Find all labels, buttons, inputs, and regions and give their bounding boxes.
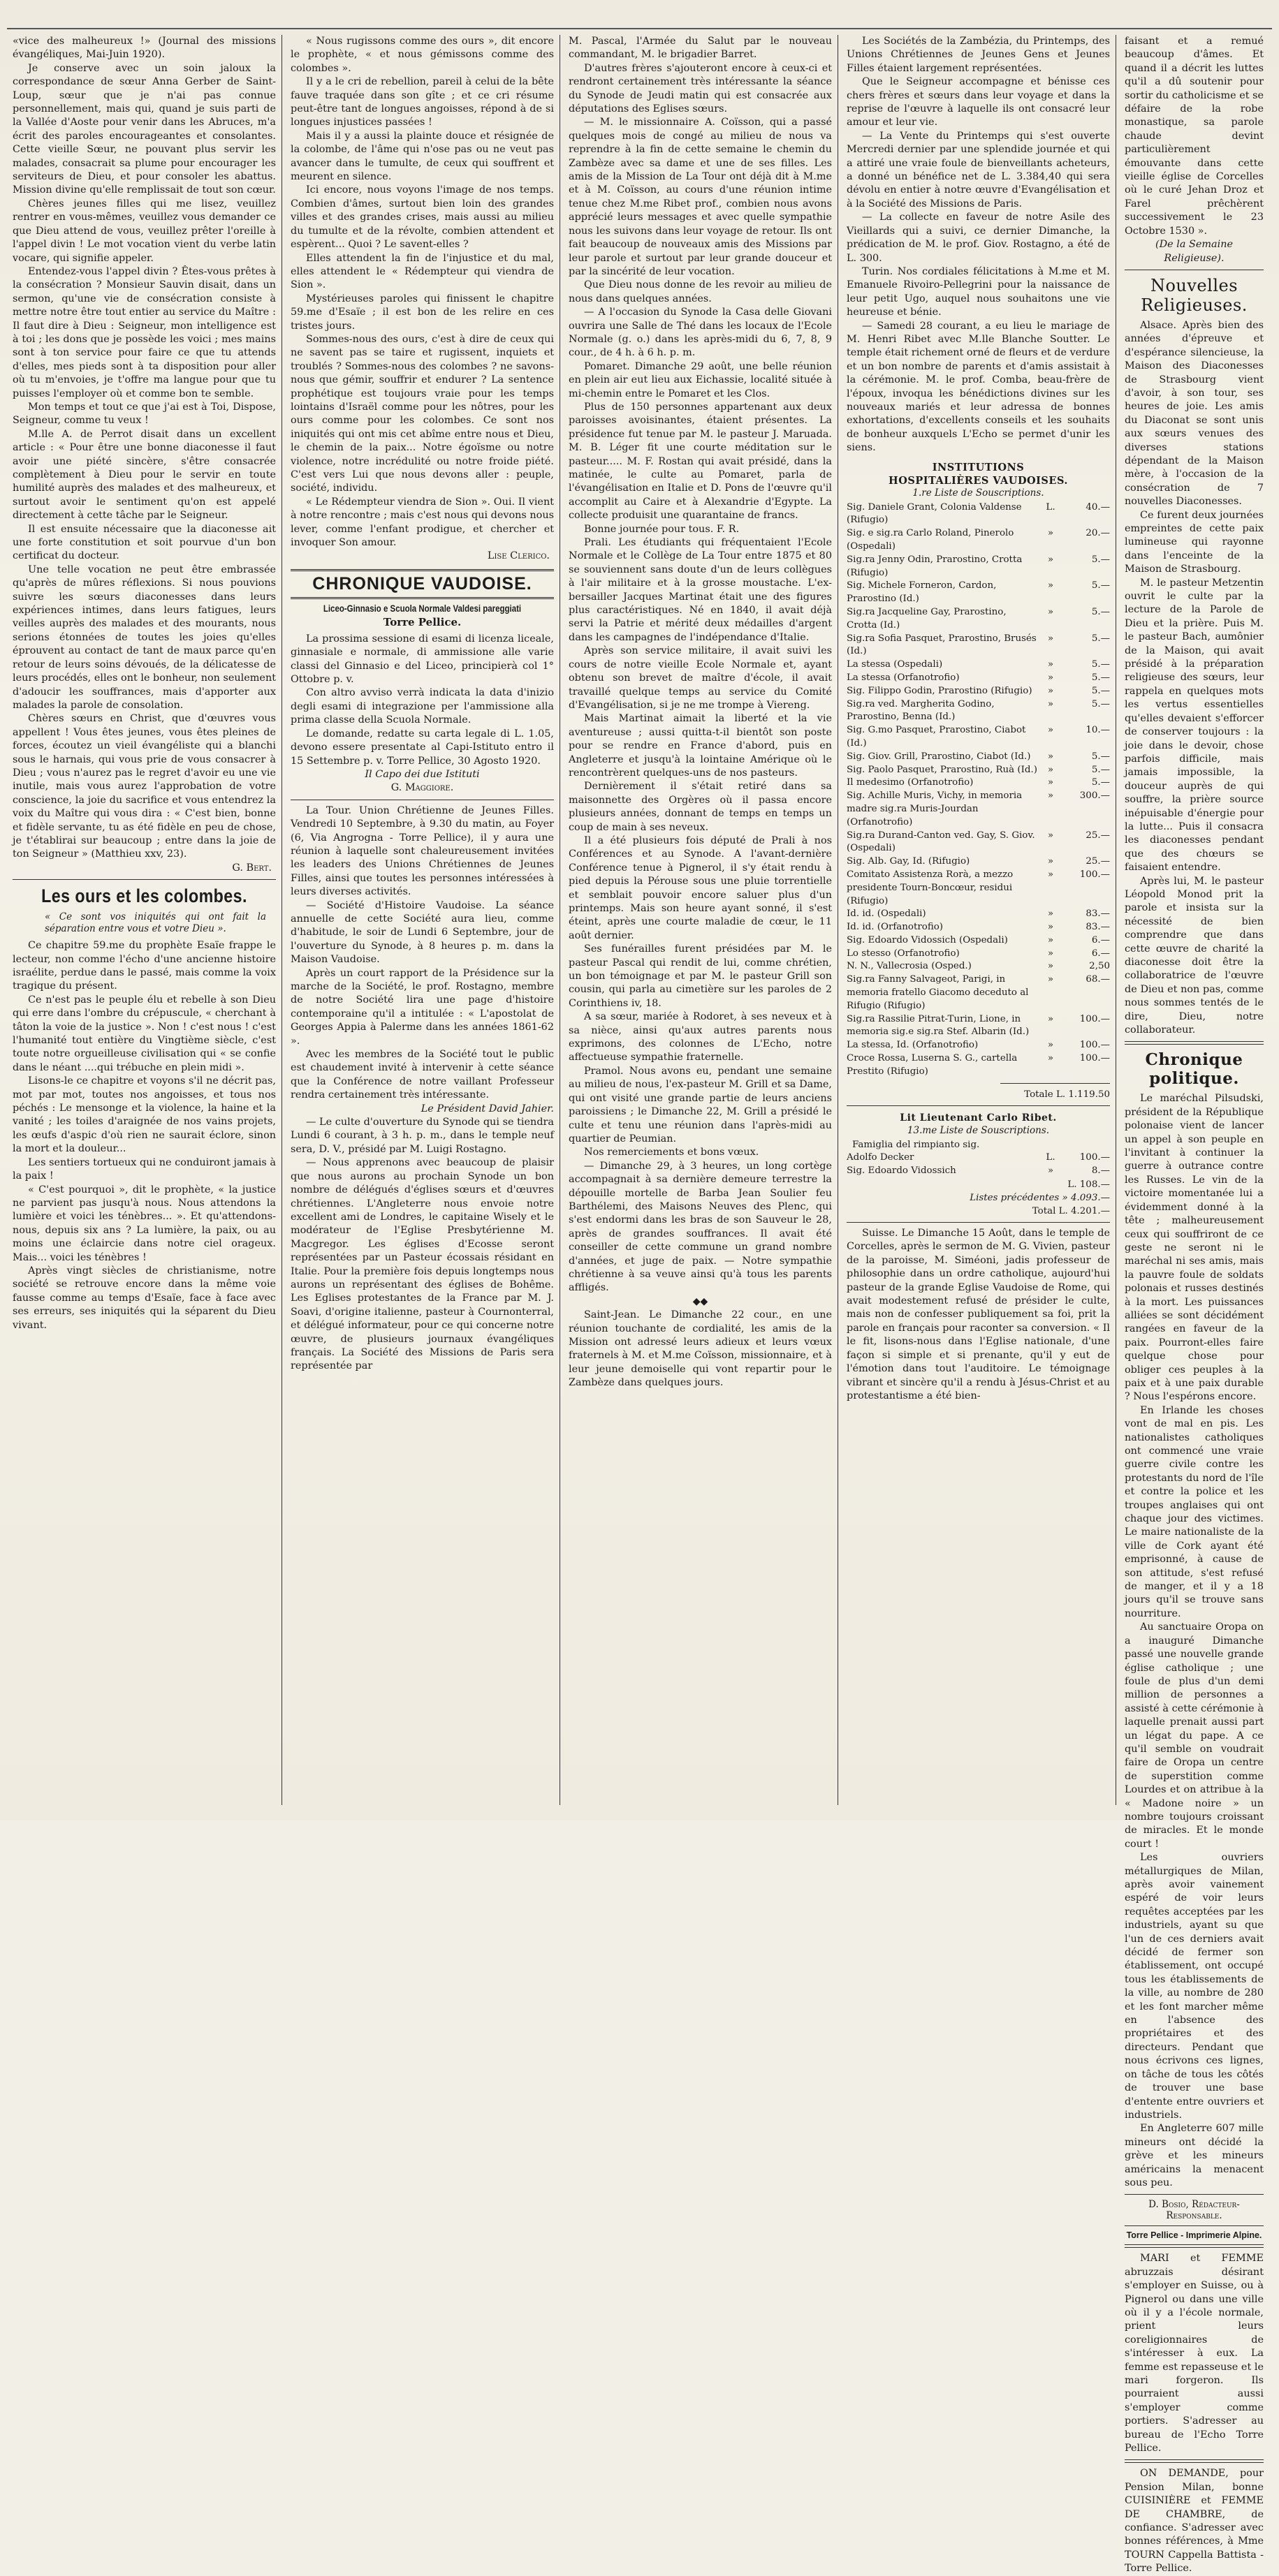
divider xyxy=(1125,2225,1264,2226)
currency-mark: » xyxy=(1047,580,1054,591)
column-2 xyxy=(288,35,560,1805)
subscriber-name: Id. id. (Orfanotrofio) xyxy=(847,922,944,933)
currency-mark: » xyxy=(1047,1053,1054,1064)
section-title: CHRONIQUE VAUDOISE. xyxy=(291,569,554,599)
subscription-amount: 100.— xyxy=(1079,1013,1110,1024)
paragraph: Que Dieu nous donne de les revoir au milieu de nous dans quelques années. xyxy=(569,279,832,304)
column-1 xyxy=(10,35,282,1805)
subscription-total: Totale L. 1.119.50 xyxy=(1024,1089,1110,1100)
paragraph: En Irlande les choses vont de mal en pis. Les nationalistes catholiques ont commencé une vraie guerre civile contre les protestants du nord de l'île et contre la police et les troupes anglaises qui ont chaque jour des victimes. Le maire nationaliste de la ville de Cork ayant été emprisonné, à cause de son attitude, s'est refusé de manger, et il y a 18 jours qu'il se trouve sans nourriture. xyxy=(1125,1404,1264,1619)
currency-mark: » xyxy=(1047,606,1054,617)
divider xyxy=(1125,2244,1264,2248)
subscriber-name: Comitato Assistenza Rorà, a mezzo presidente Tourn-Boncœur, residui (Rifugio) xyxy=(847,869,1014,906)
notice-signer-title: Il Capo dei due Istituti xyxy=(365,768,480,780)
paragraph: « C'est pourquoi », dit le prophète, « la justice ne parvient pas jusqu'à nous. Nous attendons la lumière et voici les ténèbres... ». Et qu'attendons-nous, depuis six ans ? La lumière, la paix, ou au moins une éclaircie dans notre ciel orageux. Mais... voici les ténèbres ! xyxy=(13,1184,276,1263)
place-line: Torre Pellice. xyxy=(383,615,462,628)
subscription-amount: 300.— xyxy=(1079,790,1110,802)
paragraph: D'autres frères s'ajouteront encore à ceux-ci et rendront certainement très intéressante la séance du Synode de Jeudi matin qui est consacrée aux députations des Eglises sœurs. xyxy=(569,62,832,115)
currency-mark: » xyxy=(1047,922,1054,933)
subscriber-name: Sig. e sig.ra Carlo Roland, Pinerolo (Ospedali) xyxy=(847,528,1014,552)
paragraph: Mon temps et tout ce que j'ai est à Toi, Dispose, Seigneur, comme tu veux ! xyxy=(13,401,276,427)
subscription-row xyxy=(847,777,1110,790)
paragraph: Turin. Nos cordiales félicitations à M.me et M. Emanuele Rivoiro-Pellegrini pour la naissance de leur petit Ugo, auquel nous souhaitons une vie heureuse et bénie. xyxy=(847,265,1110,318)
subscription-row xyxy=(847,869,1110,908)
paragraph: M. le pasteur Metzentin ouvrit le culte par la lecture de la Parole de Dieu et la prière. Puis M. le pasteur Bach, aumônier de la Maison, qui avait présidé à la préparation religieuse des sœurs, leur rappela en quelques mots les vertus essentielles qu'elles devaient s'efforcer de conserver toujours : la joie dans le devoir, chose parfois difficile, mais jamais impossible, la douceur auprès de qui souffre, la prière source inépuisable d'énergie pour la lutte... Puis il consacra les diaconesses pendant que des chœurs se faisaient entendre. xyxy=(1125,577,1264,874)
currency-mark: » xyxy=(1047,934,1054,945)
lit-total: Total L. 4.201.— xyxy=(1032,1206,1110,1217)
subscription-row xyxy=(847,633,1110,659)
editor-signature: D. Bosio, Rédacteur-Responsable. xyxy=(1148,2199,1240,2222)
subscription-row xyxy=(847,554,1110,580)
paragraph: — Le culte d'ouverture du Synode qui se tiendra Lundi 6 courant, à 3 h. p. m., dans le temple neuf sera, D. V., présidé par M. Luigi Rostagno. xyxy=(291,1117,554,1155)
subscriber-name: Sig.ra Sofia Pasquet, Prarostino, Brusés (Id.) xyxy=(847,633,1037,657)
paragraph: Alsace. Après bien des années d'épreuve et d'espérance silencieuse, la Maison des Diaconesses de Strasbourg vient d'avoir, à son tour, ses heures de joie. Les amis du Diaconat se sont unis aux sœurs venues des diverses stations dépendant de la Maison mère, à l'occasion de la consécration de 7 nouvelles Diaconesses. xyxy=(1125,319,1264,508)
printer-line: Torre Pellice - Imprimerie Alpine. xyxy=(1126,2230,1262,2241)
divider xyxy=(1125,1041,1264,1045)
subscriber-name: Sig.ra Jenny Odin, Prarostino, Crotta (Rifugio) xyxy=(847,554,1023,578)
paragraph: Le maréchal Pilsudski, président de la République polonaise vient de lancer un appel à son peuple en l'invitant à continuer la guerre à outrance contre les Russes. Le vin de la victoire momentanée lui a évidemment donné à la tête ; malheureusement ceux qui souffriront de ce geste ne seront ni le maréchal ni ses amis, mais la pauvre foule de soldats polonais et russes destinés à la mort. Les puissances alliées se sont décidément rangées en faveur de la paix. Pourront-elles faire quelque chose pour obliger ces peuples à la paix et à une paix durable ? Nous l'espérons encore. xyxy=(1125,1093,1264,1403)
paragraph: Ce furent deux journées empreintes de cette paix lumineuse qui rayonne dans l'enceinte de la Maison de Strasbourg. xyxy=(1125,509,1264,575)
paragraph: Les ouvriers métallurgiques de Milan, après avoir vainement espéré de voir leurs requêtes acceptées par les industriels, ayant su que l'un de ces derniers avait décidé de fermer son établissement, ont occupé tous les établissements de la ville, au nombre de 280 et les font marcher même en l'absence des propriétaires et des directeurs. Pendant que nous écrivons ces lignes, on tâche de tous les côtés de trouver une base d'entente entre ouvriers et industriels. xyxy=(1125,1852,1264,2121)
paragraph: — Samedi 28 courant, a eu lieu le mariage de M. Henri Ribet avec M.lle Blanche Soutter. Le temple était richement orné de fleurs et de verdure et un bon nombre de parents et d'amis assistait à la cérémonie. M. le prof. Comba, beau-frère de l'époux, invoqua les bénédictions divines sur les nouveaux mariés et leur adressa de bonnes exhortations, d'excellents conseils et les souhaits de bonheur auxquels L'Echo se permet d'unir les siens. xyxy=(847,320,1110,454)
subscriber-name: Sig.ra Rassilie Pitrat-Turin, Lione, in memoria sig.e sig.ra Stef. Albarin (Id.) xyxy=(847,1013,1030,1038)
currency-mark: » xyxy=(1047,961,1054,972)
lit-list-title: 13.me Liste de Souscriptions. xyxy=(907,1124,1050,1136)
paragraph: Il a été plusieurs fois député de Prali à nos Conférences et au Synode. A l'avant-dernière Conférence tenue à Pignerol, il s'y était rendu à pied depuis la Pérouse sous une pluie torrentielle et semblait pouvoir encore saluer plus d'un printemps. Mais son heure ayant sonné, il s'est éteint, après une courte maladie de cœur, le 11 août dernier. xyxy=(569,834,832,941)
classified-ad: ON DEMANDE, pour Pension Milan, bonne CUISINIÈRE et FEMME DE CHAMBRE, de confiance. S'adresser avec bonnes références, à Mme TOURN Cappella Battista - Torre Pellice. xyxy=(1125,2468,1264,2575)
signature-line: Le Président David Jahier. xyxy=(421,1103,554,1114)
subscription-amount: 83.— xyxy=(1086,908,1110,920)
subscription-amount: 25.— xyxy=(1086,856,1110,867)
institutions-subheading: HOSPITALIÈRES VAUDOISES. xyxy=(889,474,1068,487)
subscription-amount: 5.— xyxy=(1091,751,1110,762)
paragraph: Ici encore, nous voyons l'image de nos temps. Combien d'âmes, surtout bien loin des grandes villes et des grandes crises, mais aussi au milieu du tumulte et de la révolte, combien attendent et espèrent... Quoi ? Le savent-elles ? xyxy=(291,184,554,251)
subscriber-name: Sig. Michele Forneron, Cardon, Prarostino (Id.) xyxy=(847,580,997,605)
lit-sum: L. 108.— xyxy=(1067,1179,1110,1191)
subscription-row xyxy=(847,606,1110,633)
subscription-row xyxy=(847,685,1110,698)
subscriber-name: Id. id. (Ospedali) xyxy=(847,908,926,920)
subscriber-name: Sig. Filippo Godin, Prarostino (Rifugio) xyxy=(847,685,1032,696)
subscription-amount: 5.— xyxy=(1091,633,1110,644)
currency-mark: » xyxy=(1047,790,1054,802)
paragraph: Après son service militaire, il avait suivi les cours de notre vieille Ecole Normale et, ayant obtenu son brevet de maître d'école, il avait travaillé quelque temps au service du Comité d'Evangélisation, si je ne me trompe à Viereng. xyxy=(569,645,832,711)
currency-mark: » xyxy=(1047,948,1054,959)
paragraph: Il y a le cri de rebellion, pareil à celui de la bête fauve traquée dans son gîte ; et ce cri résume peut-être tant de longues angoisses, répond à de si longues injustices passées ! xyxy=(291,76,554,128)
subscription-row xyxy=(847,960,1110,973)
paragraph: M.lle A. de Perrot disait dans un excellent article : « Pour être une bonne diaconesse il faut avoir une piété sincère, s'être consacrée complètement à Dieu pour le servir en toute humilité auprès des malades et des malheureux, et surtout avoir le sentiment qu'on est appelé directement à cette tâche par le Seigneur. xyxy=(13,428,276,522)
paragraph: En Angleterre 607 mille mineurs ont décidé la grève et les mineurs américains la menacent sous peu. xyxy=(1125,2123,1264,2188)
currency-mark: » xyxy=(1047,777,1054,788)
subscription-list xyxy=(847,501,1110,1079)
author-signature: Lise Clerico. xyxy=(487,550,550,562)
paragraph: Bonne journée pour tous. F. R. xyxy=(584,523,740,535)
paragraph: — M. le missionnaire A. Coïsson, qui a passé quelques mois de congé au milieu de nous va reprendre à la fin de cette semaine le chemin du Zambèze avec sa dame et une de ses filles. Les amis de la Mission de La Tour ont déjà dit à M.me et à M. Coïsson, au cours d'une réunion intime tenue chez M.me Ribet prof., combien nous avons apprécié leurs messages et avec quelle sympathie nous les suivons dans leur voyage de retour. Ils ont fait beaucoup de nouveaux amis des Missions par leur parole et surtout par leur grande douceur et par la sincérité de leur vocation. xyxy=(569,117,832,277)
subscription-row xyxy=(847,908,1110,921)
subscription-amount: 5.— xyxy=(1091,777,1110,788)
currency-mark: » xyxy=(1047,685,1054,696)
top-rule xyxy=(7,28,1272,29)
paragraph: Entendez-vous l'appel divin ? Êtes-vous prêtes à la consécration ? Monsieur Sauvin disait, dans un sermon, qu'une vie de consécration consiste à mettre notre être tout entier au service du Maître : Il faut dire à Dieu : Seigneur, mon intelligence est à toi ; les dons que je possède les voici ; mes mains sont à ton service pour faire ce que tu attends d'elles, mes pieds sont à ta disposition pour aller où tu m'envoies, je t'offre ma langue pour que tu puisses l'employer où et comme bon te semble. xyxy=(13,265,276,399)
currency-mark: L. xyxy=(1046,501,1055,513)
paragraph: La prossima sessione di esami di licenza liceale, ginnasiale e normale, di ammissione alle varie classi del Ginnasio e del Liceo, principierà col 1° Ottobre p. v. xyxy=(291,633,554,686)
subscription-amount: 5.— xyxy=(1091,606,1110,617)
subscriber-name: Sig.ra Fanny Salvageot, Parigi, in memoria fratello Giacomo deceduto al Rifugio (Rifugio) xyxy=(847,974,1029,1011)
currency-mark: » xyxy=(1047,1040,1054,1051)
paragraph: Après un court rapport de la Présidence sur la marche de la Société, le prof. Rostagno, membre de notre Société lira une page d'histoire contemporaine qu'il a intitulée : « L'apostolat de Georges Appia à Palerme dans les années 1861-62 ». xyxy=(291,967,554,1047)
divider xyxy=(1125,2459,1264,2463)
subscription-row xyxy=(847,1039,1110,1052)
subscription-amount: 5.— xyxy=(1091,554,1110,565)
paragraph: — La collecte en faveur de notre Asile des Vieillards qui a suivi, ce dernier Dimanche, la prédication de M. le prof. Giov. Rostagno, a été de L. 300. xyxy=(847,212,1110,264)
divider xyxy=(847,1222,1110,1223)
notice-signer: G. Maggiore. xyxy=(390,782,454,794)
institutions-heading: INSTITUTIONS xyxy=(932,461,1025,473)
subscription-row xyxy=(847,934,1110,948)
paragraph: Ce chapitre 59.me du prophète Esaïe frappe le lecteur, non comme l'écho d'une ancienne histoire israélite, perdue dans le passé, mais comme la voix tragique du présent. xyxy=(13,940,276,992)
subscription-amount: 6.— xyxy=(1091,948,1110,959)
paragraph: Plus de 150 personnes appartenant aux deux paroisses avoisinantes, étaient présentes. La présidence fut tenue par M. le pasteur J. Maruada. M. B. Léger fit une courte méditation sur le pasteur..... M. F. Rostan qui avait présidé, dans la matinée, le culte au Pomaret, parla de l'évangélisation en Italie et D. Pons de l'œuvre qu'il accomplit au Caire et à Alexandrie d'Egypte. La collecte produisit une quarantaine de francs. xyxy=(569,401,832,522)
divider xyxy=(1000,1083,1110,1084)
subscriber-name: Lo stesso (Orfanotrofio) xyxy=(847,948,960,959)
currency-mark: » xyxy=(1047,698,1054,709)
paragraph: Mais il y a aussi la plainte douce et résignée de la colombe, de l'âme qui n'ose pas ou ne veut pas avancer dans le tumulte, de ceux qui souffrent et meurent en silence. xyxy=(291,130,554,183)
subscription-amount: 5.— xyxy=(1091,659,1110,670)
paragraph: Dernièrement il s'était retiré dans sa maisonnette des Orgères où il passa encore plusieurs années, donnant de temps en temps un coup de main à ses neveux. xyxy=(569,781,832,833)
subscription-row xyxy=(847,658,1110,672)
subscriber-name: Sig. Alb. Gay, Id. (Rifugio) xyxy=(847,856,970,867)
currency-mark: L. xyxy=(1046,1152,1055,1163)
subscription-row xyxy=(847,764,1110,777)
paragraph: Prali. Les étudiants qui fréquentaient l'Ecole Normale et le Collège de La Tour entre 1875 et 80 se souviennent sans doute d'un de leurs collègues à l'air militaire et à la grosse moustache. L'ex-bersailler Jacques Martinat était une des figures plus caractéristiques. Né en 1840, il avait déjà servi la Patrie et mérité deux médailles d'argent dans les campagnes de l'indépendance d'Italie. xyxy=(569,537,832,643)
paragraph: — La Vente du Printemps qui s'est ouverte Mercredi dernier par une splendide journée et qui a attiré une vraie foule de bienveillants acheteurs, a donné un bénéfice net de L. 3.384,40 qui sera dévolu en entier à notre œuvre d'Evangélisation et à la Société des Missions de Paris. xyxy=(847,130,1110,209)
subscription-amount: 5.— xyxy=(1091,685,1110,696)
subscriber-name: Sig. Giov. Grill, Prarostino, Ciabot (Id.) xyxy=(847,751,1031,762)
subscription-amount: 100.— xyxy=(1079,1040,1110,1051)
subsection-title: Liceo-Ginnasio e Scuola Normale Valdesi pareggiati xyxy=(323,602,522,614)
subscription-row xyxy=(847,580,1110,606)
subscriber-name: Sig. Edoardo Vidossich xyxy=(847,1165,956,1177)
paragraph: «vice des malheureux !» (Journal des missions évangéliques, Mai-Juin 1920). xyxy=(13,36,276,61)
classified-ad: MARI et FEMME abruzzais désirant s'employer en Suisse, ou à Pignerol ou dans une ville où il y a l'école normale, prient leurs coreligionnaires de s'intéresser à eux. La femme est repasseuse et le mari forgeron. Ils pourraient aussi s'employer comme portiers. S'adresser au bureau de l'Echo Torre Pellice. xyxy=(1125,2253,1264,2454)
subscription-amount: 5.— xyxy=(1091,698,1110,709)
paragraph: A sa sœur, mariée à Rodoret, à ses neveux et à sa nièce, ainsi qu'aux autres parents nous exprimons, des colonnes de L'Echo, notre affectueuse sympathie fraternelle. xyxy=(569,1011,832,1063)
paragraph: — A l'occasion du Synode la Casa delle Giovani ouvrira une Salle de Thé dans les locaux de l'Ecole Normale (g. o.) dans les après-midi du 6, 7, 8, 9 cour., de 4 h. à 6 h. p. m. xyxy=(569,307,832,359)
subscription-amount: 25.— xyxy=(1086,830,1110,841)
paragraph: La Tour. Union Chrétienne de Jeunes Filles. Vendredi 10 Septembre, à 9.30 du matin, au Foyer (6, Via Angrogna - Torre Pellice), il y aura une réunion à laquelle sont chaleureusement invitées les leaders des Unions Chrétiennes de Jeunes Filles, ainsi que toutes les personnes intéressées à leurs diverses activités. xyxy=(291,804,554,898)
subscription-row xyxy=(847,527,1110,554)
currency-mark: » xyxy=(1047,974,1054,985)
paragraph: Il est ensuite nécessaire que la diaconesse ait une forte constitution et soit pourvue d'un bon certificat du docteur. xyxy=(13,523,276,562)
subscription-amount: 2,50 xyxy=(1089,961,1110,972)
lit-list xyxy=(847,1151,1110,1178)
subscription-row xyxy=(847,724,1110,751)
paragraph: Elles attendent la fin de l'injustice et du mal, elles attendent le « Rédempteur qui viendra de Sion ». xyxy=(291,252,554,291)
paragraph: Saint-Jean. Le Dimanche 22 cour., en une réunion touchante de cordialité, les amis de la Mission ont adressé leurs adieux et leurs vœux fraternels à M. et M.me Coïsson, missionnaire, et à leur jeune demoiselle qui vont repartir pour le Zambèze dans quelques jours. xyxy=(569,1309,832,1389)
subscriber-name: Sig. Achille Muris, Vichy, in memoria madre sig.ra Muris-Jourdan (Orfanotrofio) xyxy=(847,790,1023,827)
subscription-row xyxy=(847,830,1110,856)
source-line: (De la Semaine Religieuse). xyxy=(1155,239,1233,264)
subscription-row xyxy=(847,1165,1110,1178)
paragraph: Une telle vocation ne peut être embrassée qu'après de mûres réflexions. Si nous pouvions suivre les sœurs diaconesses dans leurs expériences intimes, dans leurs fatigues, leurs veilles auprès des malades et des mourants, nous serions étonnées de toutes les joies qu'elles éprouvent au contact de tant de maux parce qu'en retour de leurs soins dévoués, de la délicatesse de leurs procédés, elles ont le bonheur, non seulement d'adoucir les souffrances, mais d'apporter aux malades la parole de consolation. xyxy=(13,564,276,711)
subscription-amount: 5.— xyxy=(1091,764,1110,775)
currency-mark: » xyxy=(1047,1013,1054,1024)
subscriber-name: La stessa (Ospedali) xyxy=(847,659,943,670)
fleuron-ornament: ◆◆ xyxy=(692,1295,708,1307)
column-5 xyxy=(1122,35,1269,2575)
subscriber-name: La stessa, Id. (Orfanotrofio) xyxy=(847,1040,979,1051)
paragraph: Après lui, M. le pasteur Léopold Monod prit la parole et insista sur la nécessité de bien comprendre que dans cette œuvre de charité la diaconesse doit être la collaboratrice de l'œuvre de Dieu et non pas, comme nous sommes tentés de le dire, Dieu, notre collaborateur. xyxy=(1125,875,1264,1036)
subscription-list-title: 1.re Liste de Souscriptions. xyxy=(912,487,1044,499)
currency-mark: » xyxy=(1047,869,1054,880)
subscription-amount: 6.— xyxy=(1091,934,1110,945)
paragraph: « Nous rugissons comme des ours », dit encore le prophète, « et nous gémissons comme des colombes ». xyxy=(291,36,554,74)
author-signature: G. Bert. xyxy=(232,862,272,874)
paragraph: « Le Rédempteur viendra de Sion ». Oui. Il vient à notre rencontre ; mais c'est nous qui devons nous lever, comme l'enfant prodigue, et chercher et invoquer Son amour. xyxy=(291,496,554,549)
currency-mark: » xyxy=(1047,672,1054,683)
currency-mark: » xyxy=(1047,1165,1054,1177)
subscriber-name: Sig. Edoardo Vidossich (Ospedali) xyxy=(847,934,1008,945)
subscription-row xyxy=(847,790,1110,829)
currency-mark: » xyxy=(1047,764,1054,775)
paragraph: M. Pascal, l'Armée du Salut par le nouveau commandant, M. le brigadier Barret. xyxy=(569,36,832,61)
subscriber-name: La stessa (Orfanotrofio) xyxy=(847,672,960,683)
currency-mark: » xyxy=(1047,908,1054,920)
column-4 xyxy=(844,35,1116,1805)
subscription-row xyxy=(847,1013,1110,1040)
paragraph: Mystérieuses paroles qui finissent le chapitre 59.me d'Esaïe ; il est bon de les relire en ces tristes jours. xyxy=(291,293,554,332)
paragraph: Les sentiers tortueux qui ne conduiront jamais à la paix ! xyxy=(13,1156,276,1182)
divider xyxy=(13,879,276,880)
paragraph: Pramol. Nous avons eu, pendant une semaine au milieu de nous, l'ex-pasteur M. Grill et sa Dame, qui ont visité une grande partie de leurs anciens paroissiens ; le Dimanche 22, M. Grill a présidé le culte et tenu une réunion dans l'après-midi au quartier de Peumian. xyxy=(569,1065,832,1145)
paragraph: — Dimanche 29, à 3 heures, un long cortège accompagnait à sa dernière demeure terrestre la dépouille mortelle de Barba Jean Soulier feu Barthélemi, des Maisons Neuves des Plenc, qui s'est endormi dans les bras de son Sauveur le 28, après de grandes souffrances. Il avait été conseiller de cette commune un grand nombre d'années, et juge de paix. — Notre sympathie chrétienne à sa veuve ainsi qu'à tous les parents affligés. xyxy=(569,1160,832,1294)
article-title: Les ours et les colombes. xyxy=(41,885,247,907)
subscription-row xyxy=(847,751,1110,764)
divider xyxy=(847,1105,1110,1106)
subscription-amount: 100.— xyxy=(1079,1152,1110,1163)
currency-mark: » xyxy=(1047,528,1054,539)
paragraph: Ses funérailles furent présidées par M. le pasteur Pascal qui rendit de lui, comme chrétien, un bon témoignage et par M. le pasteur Grill son cousin, qui parla au cimetière sur les paroles de 2 Corinthiens iv, 18. xyxy=(569,943,832,1009)
paragraph: Sommes-nous des ours, c'est à dire de ceux qui ne savent pas se taire et rugissent, inquiets et troublés ? Sommes-nous des colombes ? ne savons-nous que gémir, souffrir et endurer ? La sentence prophétique est toujours vraie pour les temps lointains d'Israël comme pour les nôtres, pour les ours comme pour les colombes. Ce sont nos iniquités qui ont mis cet abîme entre nous et Dieu, le chemin de la paix... Notre égoïsme ou notre violence, notre incrédulité ou notre froide piété. C'est vers Lui que nous devons aller : peuple, société, individu. xyxy=(291,333,554,494)
subscription-amount: 68.— xyxy=(1086,974,1110,985)
subscription-row xyxy=(847,1151,1110,1165)
subscription-row xyxy=(847,973,1110,1013)
paragraph: Que le Seigneur accompagne et bénisse ces chers frères et sœurs dans leur voyage et dans la reprise de l'œuvre à laquelle ils ont consacré leur amour et leur vie. xyxy=(847,76,1110,128)
subscription-amount: 20.— xyxy=(1086,528,1110,539)
paragraph: — Nous apprenons avec beaucoup de plaisir que nous aurons au prochain Synode un bon nombre de délégués d'églises sœurs et d'œuvres chrétiennes. L'Angleterre nous envoie notre excellent ami de Londres, le capitaine Wisely et le modérateur de l'Eglise Presbytérienne M. Macgregor. Les églises d'Ecosse seront représentées par un Pasteur écossais résidant en Italie. Pour la première fois depuis longtemps nous aurons un représentant des églises de Bohême. Les Eglises protestantes de la France par M. J. Soavi, d'origine italienne, pasteur à Cournonterral, et délégué informateur, pour ce qui concerne notre œuvre, de plusieurs journaux évangéliques français. La Société des Missions de Paris sera représentée par xyxy=(291,1157,554,1372)
subscription-row xyxy=(847,672,1110,685)
subscription-amount: 100.— xyxy=(1079,869,1110,880)
paragraph: Chères jeunes filles qui me lisez, veuillez rentrer en vous-mêmes, veuillez vous demander ce que Dieu attend de vous, veuillez prêter l'oreille à l'appel divin ! Le mot vocation vient du verbe latin vocare, qui signifie appeler. xyxy=(13,198,276,264)
section-title: Nouvelles Religieuses. xyxy=(1141,275,1248,315)
currency-mark: » xyxy=(1047,830,1054,841)
subscription-row xyxy=(847,501,1110,528)
paragraph: Au sanctuaire Oropa on a inauguré Dimanche passé une nouvelle grande église catholique ; une foule de plus d'un demi million de personnes a assisté à cette cérémonie à laquelle prenait aussi part un légat du pape. A ce qu'il semble on voudrait faire de Oropa un centre de superstition comme Lourdes et on attribue à la « Madone noire » un nombre toujours croissant de miracles. Et le monde court ! xyxy=(1125,1621,1264,1850)
paragraph: Les Sociétés de la Zambézia, du Printemps, des Unions Chrétiennes de Jeunes Gens et Jeunes Filles étaient largement représentées. xyxy=(847,36,1110,74)
currency-mark: » xyxy=(1047,554,1054,565)
subscription-amount: 100.— xyxy=(1079,1053,1110,1064)
paragraph: — Société d'Histoire Vaudoise. La séance annuelle de cette Société aura lieu, comme d'habitude, le soir de Lundi 6 Septembre, jour de l'ouverture du Synode, à 8 heures p. m. dans la Maison Vaudoise. xyxy=(291,899,554,966)
subscription-row xyxy=(847,921,1110,934)
subscriber-name: Croce Rossa, Luserna S. G., cartella Prestito (Rifugio) xyxy=(847,1053,1018,1077)
subscription-amount: 40.— xyxy=(1086,501,1110,513)
paragraph: Après vingt siècles de christianisme, notre société se retrouve encore dans la même voie fausse comme au temps d'Esaïe, face à face avec ses erreurs, ses iniquités qui la séparent du Dieu vivant. xyxy=(13,1265,276,1331)
paragraph: Mais Martinat aimait la liberté et la vie aventureuse ; aussi quitta-t-il bientôt son poste pour se rendre en France d'abord, puis en Angleterre et jusqu'à la lointaine Amérique où le rencontrèrent quelques-uns de nos pasteurs. xyxy=(569,713,832,779)
subscription-amount: 10.— xyxy=(1086,725,1110,736)
column-3 xyxy=(566,35,838,1805)
subscription-amount: 5.— xyxy=(1091,672,1110,683)
subscriber-name: Sig. Paolo Pasquet, Prarostino, Ruà (Id.) xyxy=(847,764,1037,775)
paragraph: Con altro avviso verrà indicata la data d'inizio degli esami di integrazione per l'ammissione alla prima classe della Scuola Normale. xyxy=(291,687,554,726)
subscriber-name: Sig.ra ved. Margherita Godino, Prarostino, Benna (Id.) xyxy=(847,698,995,723)
paragraph: Pomaret. Dimanche 29 août, une belle réunion en plein air eut lieu aux Eichassie, localité située à mi-chemin entre le Pomaret et les Clos. xyxy=(569,360,832,399)
subscription-row xyxy=(847,855,1110,869)
subscriber-name: Adolfo Decker xyxy=(847,1152,914,1163)
divider xyxy=(1125,2194,1264,2195)
paragraph: Je conserve avec un soin jaloux la correspondance de sœur Anna Gerber de Saint-Loup, sœur que je n'ai pas connue personnellement, mais qui, quand je suis parti de la Vallée d'Aoste pour venir dans les Abruces, m'a écrit des paroles encourageantes et consolantes. Cette vieille Sœur, ne pouvant plus servir les malades, consacrait sa plume pour encourager les serviteurs de Dieu, et pour consoler les abattus. Mission divine qu'elle remplissait de tout son cœur. xyxy=(13,62,276,196)
subscription-row xyxy=(847,698,1110,725)
subscription-amount: 8.— xyxy=(1091,1165,1110,1177)
subscription-row xyxy=(847,948,1110,961)
subscriber-name: Sig. G.mo Pasquet, Prarostino, Ciabot (Id.) xyxy=(847,725,1026,749)
currency-mark: » xyxy=(1047,633,1054,644)
paragraph: Chères sœurs en Christ, que d'œuvres vous appellent ! Vous êtes jeunes, vous êtes pleines de forces, écoutez un vieil évangéliste qui a blanchi sous le harnais, qui vous prie de vous consacrer à Dieu ; vous n'aurez pas le regret d'avoir eu une vie inutile, mais vous aurez l'approbation de votre conscience, la joie du sacrifice et vous entendrez la voix du Maître qui vous dira : « C'est bien, bonne et fidèle servante, tu as été fidèle en peu de chose, je t'établirai sur beaucoup ; entre dans la joie de ton Seigneur » (Matthieu xxv, 23). xyxy=(13,713,276,860)
subscriber-name: Il medesimo (Orfanotrofio) xyxy=(847,777,974,788)
subscriber-name: N. N., Vallecrosia (Osped.) xyxy=(847,961,972,972)
subscriber-name: Sig.ra Jacqueline Gay, Prarostino, Crotta (Id.) xyxy=(847,606,1007,631)
currency-mark: » xyxy=(1047,725,1054,736)
subscription-amount: 83.— xyxy=(1086,922,1110,933)
subscriber-name: Sig.ra Durand-Canton ved. Gay, S. Giov. (Ospedali) xyxy=(847,830,1035,854)
currency-mark: » xyxy=(1047,856,1054,867)
paragraph: Le domande, redatte su carta legale di L. 1.05, devono essere presentate al Capi-Istituto entro il 15 Settembre p. v. Torre Pellice, 30 Agosto 1920. xyxy=(291,728,554,767)
lit-previous: Listes précédentes » 4.093.— xyxy=(970,1193,1110,1204)
paragraph: Nos remerciements et bons vœux. xyxy=(584,1147,759,1158)
paragraph: Lisons-le ce chapitre et voyons s'il ne décrit pas, mot par mot, toutes nos angoisses, et tous nos péchés : Le mensonge et la violence, la haine et la vanité ; les toiles d'araignée de nos vains projets, les œufs d'aspic d'où rien ne saurait éclore, sinon la mort et la douleur... xyxy=(13,1075,276,1155)
paragraph: Suisse. Le Dimanche 15 Août, dans le temple de Corcelles, après le sermon de M. G. Vivien, pasteur de la paroisse, M. Siméoni, jadis professeur de philosophie dans un ordre catholique, aujourd'hui pasteur de la grande Eglise Vaudoise de Rome, qui avait modestement refusé de présider le culte, mais non de confesser publiquement sa foi, prit la parole en français pour raconter sa conversion. « Il le fit, lisons-nous dans l'Eglise nationale, d'une façon si simple et si prenante, qu'il y eut de l'émotion dans tout l'auditoire. Le témoignage vibrant et sincère qu'il a rendu à Jésus-Christ et au protestantisme a été bien- xyxy=(847,1228,1110,1401)
currency-mark: » xyxy=(1047,751,1054,762)
subscription-amount: 5.— xyxy=(1091,580,1110,591)
paragraph: Ce n'est pas le peuple élu et rebelle à son Dieu qui erre dans l'ombre du crépuscule, « cherchant à tâton la voie de la justice ». Non ! c'est nous ! c'est l'humanité tout entière du Vingtième siècle, c'est toute notre orgueilleuse civilisation qui « se confie dans le néant ....qui trébuche en plein midi ». xyxy=(13,994,276,1073)
section-title: Chronique politique. xyxy=(1145,1050,1243,1089)
epigraph: « Ce sont vos iniquités qui ont fait la séparation entre vous et votre Dieu ». xyxy=(45,911,266,935)
subscription-row xyxy=(847,1052,1110,1079)
lit-heading: Lit Lieutenant Carlo Ribet. xyxy=(900,1112,1057,1124)
lit-intro: Famiglia del rimpianto sig. xyxy=(852,1139,980,1150)
subscriber-name: Sig. Daniele Grant, Colonia Valdense (Rifugio) xyxy=(847,501,1022,526)
currency-mark: » xyxy=(1047,659,1054,670)
paragraph: faisant et a remué beaucoup d'âmes. Et quand il a décrit les luttes qu'il a dû soutenir pour sortir du catholicisme et se défaire de la robe monastique, sa parole chaude devint particulièrement émouvante dans cette vieille église de Corcelles où le curé Jehan Droz et Farel prêchèrent successivement le 23 Octobre 1530 ». xyxy=(1125,36,1264,237)
paragraph: Avec les membres de la Société tout le public est chaudement invité à intervenir à cette séance que la Conférence de notre vaillant Professeur rendra certainement très intéressante. xyxy=(291,1049,554,1101)
